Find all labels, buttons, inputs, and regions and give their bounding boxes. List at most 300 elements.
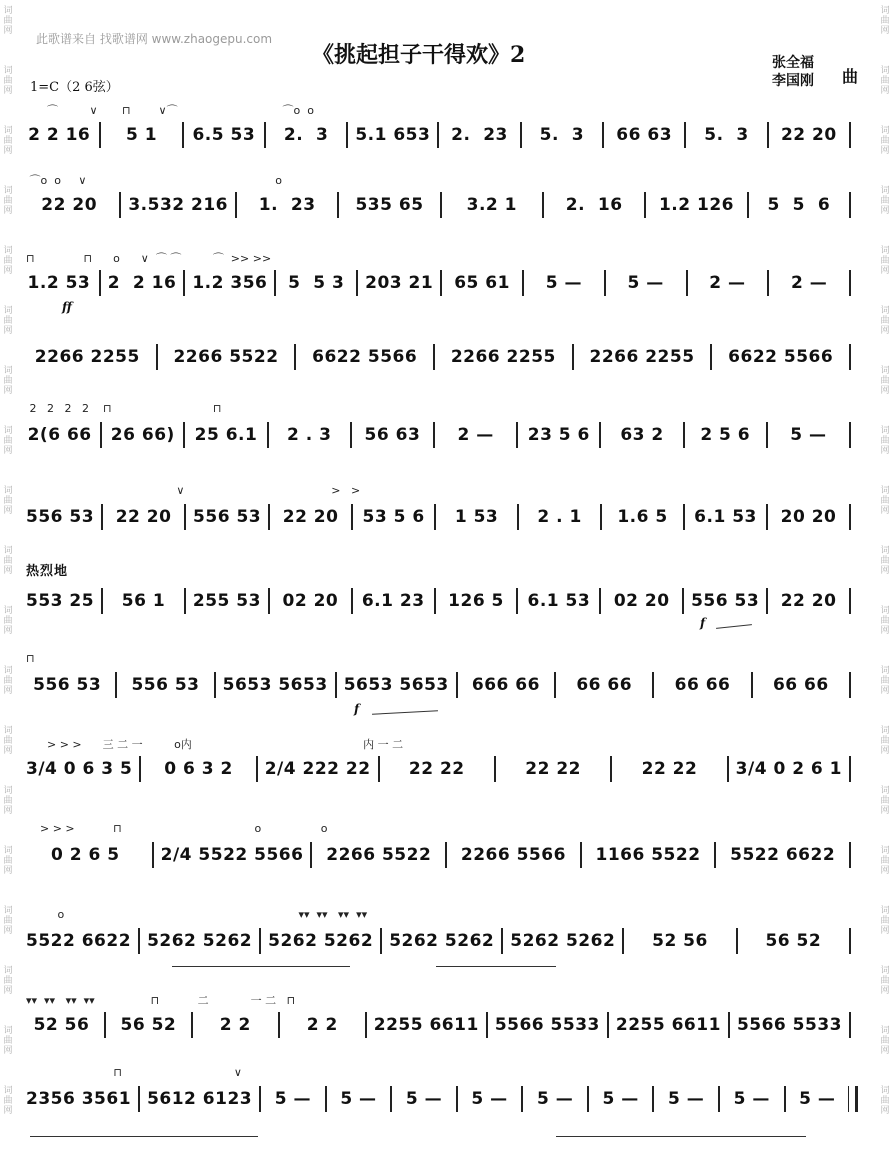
- measure: 2255 6611: [615, 1015, 721, 1035]
- barline: [610, 756, 612, 782]
- barline: [433, 422, 435, 448]
- phrase-underline-3: [30, 1136, 258, 1137]
- measure: 6.1 53: [527, 591, 591, 611]
- measure: 5 —: [471, 1089, 508, 1109]
- measure: 02 20: [613, 591, 670, 611]
- barline: [600, 504, 602, 530]
- barline: [683, 504, 685, 530]
- barline: [849, 928, 851, 954]
- composer-credits: [772, 54, 814, 90]
- barline: [686, 270, 688, 296]
- articulation-marks: ⊓ ⊓ o ∨ ⌒ ⌒ ⌒ >> >>: [26, 252, 272, 265]
- measure: 52 56: [33, 1015, 90, 1035]
- side-watermark-label: 词曲网: [880, 246, 890, 276]
- measure: 2 —: [709, 273, 746, 293]
- side-watermark-label: 词曲网: [3, 906, 13, 936]
- side-watermark-label: 词曲网: [880, 846, 890, 876]
- measure: 556 53: [193, 507, 262, 527]
- side-watermark-label: 词曲网: [3, 366, 13, 396]
- barline: [849, 122, 851, 148]
- side-watermark-label: 词曲网: [880, 1026, 890, 1056]
- barline: [521, 1086, 523, 1112]
- measure: 556 53: [26, 507, 95, 527]
- barline: [278, 1012, 280, 1038]
- measure: 6.1 53: [694, 507, 757, 527]
- side-watermark-label: 词曲网: [3, 1086, 13, 1116]
- barline: [337, 192, 339, 218]
- barline: [350, 422, 352, 448]
- barline: [356, 270, 358, 296]
- barline: [602, 122, 604, 148]
- barline: [580, 842, 582, 868]
- barline: [101, 588, 103, 614]
- measure: 1.2 53: [27, 273, 91, 293]
- measure: 2 2 16: [28, 125, 91, 145]
- barline: [256, 756, 258, 782]
- staff-line: [26, 1008, 858, 1042]
- side-watermark-label: 词曲网: [3, 66, 13, 96]
- barline: [264, 122, 266, 148]
- measure: 22 22: [408, 759, 465, 779]
- barline: [437, 122, 439, 148]
- barline: [325, 1086, 327, 1112]
- measure: 56 63: [364, 425, 421, 445]
- articulation-marks: ▾▾ ▾▾ ▾▾ ▾▾ ⊓ 二 一 二 ⊓: [26, 994, 296, 1007]
- barline: [682, 588, 684, 614]
- measure: 556 53: [33, 675, 102, 695]
- barline: [728, 1012, 730, 1038]
- measure: 5 —: [274, 1089, 312, 1109]
- barline: [268, 588, 270, 614]
- barline: [751, 672, 753, 698]
- staff-line: [26, 668, 858, 702]
- barline: [138, 928, 140, 954]
- staff-line: [26, 500, 858, 534]
- measure: 5.1 653: [355, 125, 431, 145]
- barline: [294, 344, 296, 370]
- measure: 5. 3: [539, 125, 585, 145]
- barline: [849, 842, 851, 868]
- side-watermark-label: 词曲网: [3, 426, 13, 456]
- measure: 5566 5533: [736, 1015, 842, 1035]
- barline: [766, 422, 768, 448]
- measure: 2266 5566: [460, 845, 566, 865]
- barline: [516, 422, 518, 448]
- barline: [182, 122, 184, 148]
- measure: 22 20: [41, 195, 98, 215]
- measure: 0 6 3 2: [164, 759, 233, 779]
- side-watermark-label: 词曲网: [3, 846, 13, 876]
- barline: [184, 504, 186, 530]
- articulation-marks: 2 2 2 2 ⊓ ⊓: [26, 402, 222, 415]
- staff-line: [26, 924, 858, 958]
- barline: [104, 1012, 106, 1038]
- barline: [335, 672, 337, 698]
- barline: [456, 1086, 458, 1112]
- phrase-underline-4: [556, 1136, 806, 1137]
- tempo-marking: 热烈地: [26, 564, 69, 579]
- barline: [522, 270, 524, 296]
- measure: 5 —: [790, 425, 827, 445]
- barline: [849, 504, 851, 530]
- barline: [766, 504, 768, 530]
- measure: 66 66: [772, 675, 829, 695]
- measure: 2(6 66: [27, 425, 92, 445]
- measure: 5 —: [545, 273, 582, 293]
- measure: 5 —: [627, 273, 664, 293]
- barline: [156, 344, 158, 370]
- barline: [767, 122, 769, 148]
- barline: [235, 192, 237, 218]
- measure: 5 —: [340, 1089, 377, 1109]
- measure: 1.2 126: [658, 195, 734, 215]
- barline: [652, 1086, 654, 1112]
- side-watermark-label: 词曲网: [880, 906, 890, 936]
- measure: 1 53: [454, 507, 499, 527]
- side-watermark-label: 词曲网: [880, 6, 890, 36]
- staff-line: [26, 584, 858, 618]
- barline: [501, 928, 503, 954]
- measure: 5 —: [733, 1089, 770, 1109]
- articulation-marks: ∨ > >: [26, 484, 361, 497]
- barline: [346, 122, 348, 148]
- measure: 2266 2255: [589, 347, 695, 367]
- crescendo-hairpin: [716, 624, 752, 629]
- barline: [572, 344, 574, 370]
- side-watermark-label: 词曲网: [880, 66, 890, 96]
- phrase-underline-1: [172, 966, 350, 967]
- measure: 22 20: [282, 507, 339, 527]
- measure: 5522 6622: [730, 845, 836, 865]
- barline: [849, 756, 851, 782]
- barline: [274, 270, 276, 296]
- barline: [268, 504, 270, 530]
- measure: 2356 3561: [26, 1089, 132, 1109]
- barline: [380, 928, 382, 954]
- side-watermark-label: 词曲网: [3, 246, 13, 276]
- measure: 2/4 5522 5566: [160, 845, 304, 865]
- barline: [191, 1012, 193, 1038]
- barline: [433, 344, 435, 370]
- measure: 255 53: [192, 591, 261, 611]
- measure: 126 5: [448, 591, 504, 611]
- barline: [684, 122, 686, 148]
- measure: 5 1: [125, 125, 158, 145]
- measure: 6.5 53: [192, 125, 256, 145]
- barline: [849, 422, 851, 448]
- barline: [517, 504, 519, 530]
- measure: 203 21: [365, 273, 434, 293]
- measure: 6.1 23: [361, 591, 425, 611]
- measure: 22 22: [641, 759, 698, 779]
- measure: 2 5 6: [700, 425, 751, 445]
- barline: [849, 344, 851, 370]
- measure: 2 —: [791, 273, 828, 293]
- barline: [683, 422, 685, 448]
- right-side-watermark: [877, 0, 893, 1150]
- barline: [434, 504, 436, 530]
- side-watermark-label: 词曲网: [880, 546, 890, 576]
- measure: 3/4 0 6 3 5: [26, 759, 133, 779]
- measure: 22 20: [780, 125, 837, 145]
- side-watermark-label: 词曲网: [880, 666, 890, 696]
- side-watermark-label: 词曲网: [3, 1026, 13, 1056]
- side-watermark-label: 词曲网: [880, 1086, 890, 1116]
- barline: [587, 1086, 589, 1112]
- dynamic-f: f: [700, 616, 706, 630]
- measure: 5262 5262: [389, 931, 495, 951]
- articulation-marks: ⊓ ∨: [26, 1066, 242, 1079]
- measure: 26 66): [110, 425, 175, 445]
- barline: [554, 672, 556, 698]
- barline: [378, 756, 380, 782]
- staff-line: [26, 838, 858, 872]
- measure: 2255 6611: [373, 1015, 479, 1035]
- measure: 556 53: [131, 675, 200, 695]
- measure: 2 2: [306, 1015, 338, 1035]
- measure: 5 —: [405, 1089, 443, 1109]
- measure: 56 52: [120, 1015, 177, 1035]
- side-watermark-label: 词曲网: [3, 606, 13, 636]
- measure: 1166 5522: [595, 845, 701, 865]
- barline: [604, 270, 606, 296]
- measure: 66 66: [576, 675, 633, 695]
- measure: 5262 5262: [147, 931, 253, 951]
- measure: 535 65: [355, 195, 424, 215]
- measure: 3/4 0 2 6 1: [735, 759, 843, 779]
- side-watermark-label: 词曲网: [880, 426, 890, 456]
- measure: 5 —: [799, 1089, 836, 1109]
- barline: [440, 192, 442, 218]
- barline: [494, 756, 496, 782]
- measure: 2266 2255: [34, 347, 140, 367]
- barline: [183, 422, 185, 448]
- measure: 5566 5533: [494, 1015, 600, 1035]
- measure: 22 20: [780, 591, 837, 611]
- measure: 666 66: [471, 675, 540, 695]
- measure: 5612 6123: [147, 1089, 253, 1109]
- barline: [100, 422, 102, 448]
- barline: [456, 672, 458, 698]
- measure: 02 20: [282, 591, 339, 611]
- barline: [849, 1012, 851, 1038]
- side-watermark-label: 词曲网: [3, 966, 13, 996]
- measure: 2 . 3: [286, 425, 332, 445]
- barline: [516, 588, 518, 614]
- staff-line: [26, 266, 858, 300]
- measure: 2 2: [219, 1015, 251, 1035]
- barline: [486, 1012, 488, 1038]
- measure: 56 1: [121, 591, 166, 611]
- measure: 5 5 6: [767, 195, 831, 215]
- barline: [652, 672, 654, 698]
- measure: 6622 5566: [728, 347, 834, 367]
- staff-line: [26, 188, 858, 222]
- barline: [440, 270, 442, 296]
- barline: [139, 756, 141, 782]
- barline: [849, 588, 851, 614]
- side-watermark-label: 词曲网: [3, 306, 13, 336]
- measure: 553 25: [26, 591, 95, 611]
- barline: [849, 192, 851, 218]
- measure: 56 52: [765, 931, 822, 951]
- barline: [622, 928, 624, 954]
- barline: [784, 1086, 786, 1112]
- left-side-watermark: [0, 0, 16, 1150]
- barline: [718, 1086, 720, 1112]
- staff-line: [26, 1082, 858, 1116]
- measure: 0 2 6 5: [51, 845, 120, 865]
- barline: [351, 504, 353, 530]
- barline: [101, 504, 103, 530]
- measure: 3.532 216: [128, 195, 229, 215]
- measure: 22 22: [525, 759, 581, 779]
- measure: 2 2 16: [107, 273, 177, 293]
- score-title: 《挑起担子干得欢》2: [312, 42, 526, 68]
- barline: [710, 344, 712, 370]
- key-signature: 1=C（2 6弦）: [30, 80, 119, 95]
- side-watermark-label: 词曲网: [3, 726, 13, 756]
- crescendo-hairpin-2: [372, 710, 438, 714]
- measure: 2. 3: [283, 125, 329, 145]
- articulation-marks: [26, 568, 858, 582]
- measure: 63 2: [620, 425, 664, 445]
- measure: 3.2 1: [466, 195, 518, 215]
- composer-role: 曲: [842, 67, 859, 86]
- barline: [267, 422, 269, 448]
- articulation-marks: [26, 324, 858, 338]
- barline: [183, 270, 185, 296]
- side-watermark-label: 词曲网: [880, 126, 890, 156]
- barline: [365, 1012, 367, 1038]
- measure: 66 66: [674, 675, 731, 695]
- dynamic-ff: ff: [62, 300, 72, 314]
- measure: 25 6.1: [194, 425, 258, 445]
- barline: [736, 928, 738, 954]
- barline: [445, 842, 447, 868]
- side-watermark-label: 词曲网: [880, 966, 890, 996]
- composer-name-1: 张全福: [772, 55, 814, 71]
- measure: 5262 5262: [510, 931, 616, 951]
- measure: 5. 3: [704, 125, 749, 145]
- measure: 2/4 222 22: [264, 759, 371, 779]
- barline: [138, 1086, 140, 1112]
- measure: 22 20: [115, 507, 172, 527]
- measure: 2266 5522: [173, 347, 279, 367]
- barline: [849, 270, 851, 296]
- measure: 2 —: [457, 425, 494, 445]
- side-watermark-label: 词曲网: [3, 126, 13, 156]
- barline: [644, 192, 646, 218]
- barline: [390, 1086, 392, 1112]
- barline: [259, 1086, 261, 1112]
- measure: 556 53: [691, 591, 760, 611]
- measure: 2. 16: [565, 195, 623, 215]
- barline: [115, 672, 117, 698]
- phrase-underline-2: [436, 966, 556, 967]
- side-watermark-label: 词曲网: [3, 546, 13, 576]
- articulation-marks: > > > ⊓ o o: [26, 822, 328, 835]
- staff-line: [26, 118, 858, 152]
- articulation-marks: ⌒ ∨ ⊓ ∨⌒ ⌒o o: [26, 104, 314, 117]
- articulation-marks: ⊓: [26, 652, 35, 665]
- side-watermark-label: 词曲网: [3, 786, 13, 816]
- measure: 52 56: [652, 931, 708, 951]
- barline: [152, 842, 154, 868]
- final-barline: [848, 1086, 858, 1112]
- staff-line: [26, 752, 858, 786]
- measure: 1. 23: [258, 195, 316, 215]
- barline: [184, 588, 186, 614]
- side-watermark-label: 词曲网: [3, 486, 13, 516]
- side-watermark-label: 词曲网: [880, 606, 890, 636]
- side-watermark-label: 词曲网: [3, 186, 13, 216]
- barline: [747, 192, 749, 218]
- measure: 5 —: [668, 1089, 705, 1109]
- measure: 6622 5566: [312, 347, 418, 367]
- side-watermark-label: 词曲网: [3, 666, 13, 696]
- barline: [259, 928, 261, 954]
- barline: [351, 588, 353, 614]
- articulation-marks: o ▾▾ ▾▾ ▾▾ ▾▾: [26, 908, 368, 921]
- measure: 5262 5262: [268, 931, 374, 951]
- measure: 66 63: [616, 125, 673, 145]
- composer-name-2: 李国刚: [772, 73, 814, 89]
- measure: 53 5 6: [362, 507, 425, 527]
- side-watermark-label: 词曲网: [880, 726, 890, 756]
- side-watermark-label: 词曲网: [3, 6, 13, 36]
- measure: 1.6 5: [617, 507, 668, 527]
- barline: [214, 672, 216, 698]
- side-watermark-label: 词曲网: [880, 786, 890, 816]
- side-watermark-label: 词曲网: [880, 366, 890, 396]
- dynamic-f-2: f: [354, 702, 360, 716]
- measure: 2. 23: [451, 125, 508, 145]
- measure: 1.2 356: [192, 273, 268, 293]
- barline: [767, 270, 769, 296]
- measure: 2 . 1: [537, 507, 582, 527]
- measure: 5 5 3: [288, 273, 345, 293]
- measure: 5653 5653: [222, 675, 328, 695]
- barline: [607, 1012, 609, 1038]
- articulation-marks: > > > 三 二 一 o内 内 一 二: [26, 738, 404, 751]
- measure: 5 —: [536, 1089, 574, 1109]
- barline: [99, 122, 101, 148]
- barline: [714, 842, 716, 868]
- measure: 5522 6622: [26, 931, 132, 951]
- articulation-marks: ⌒o o ∨ o: [26, 174, 283, 187]
- staff-line: [26, 418, 858, 452]
- barline: [119, 192, 121, 218]
- barline: [99, 270, 101, 296]
- watermark: 此歌谱来自 找歌谱网 www.zhaogepu.com: [36, 32, 273, 46]
- measure: 65 61: [454, 273, 510, 293]
- measure: 23 5 6: [527, 425, 590, 445]
- measure: 5653 5653: [343, 675, 449, 695]
- barline: [849, 672, 851, 698]
- measure: 20 20: [780, 507, 837, 527]
- side-watermark-label: 词曲网: [880, 486, 890, 516]
- barline: [542, 192, 544, 218]
- barline: [599, 588, 601, 614]
- barline: [520, 122, 522, 148]
- barline: [599, 422, 601, 448]
- barline: [727, 756, 729, 782]
- staff-line: [26, 340, 858, 374]
- barline: [310, 842, 312, 868]
- measure: 5 —: [602, 1089, 639, 1109]
- side-watermark-label: 词曲网: [880, 306, 890, 336]
